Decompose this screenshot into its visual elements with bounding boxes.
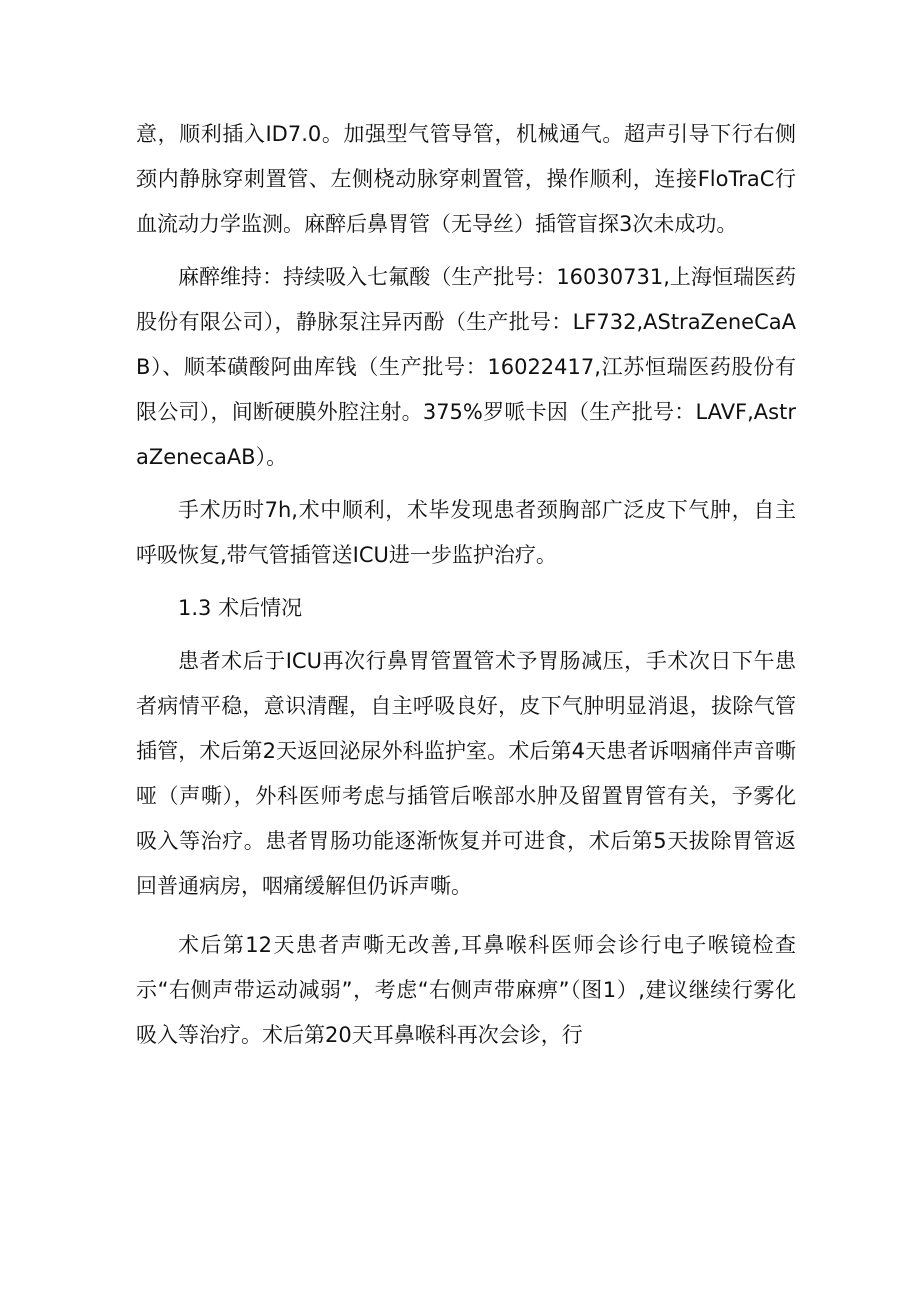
document-body <box>136 112 796 1058</box>
paragraph-anesthesia-maintenance: 麻醉维持：持续吸入七氟酸（生产批号：16030731,上海恒瑞医药股份有限公司），静脉泵注异丙酚（生产批号：LF732,AStraZeneCaAB）、顺苯磺酸阿曲库钱（生产批号：16022417,江苏恒瑞医药股份有限公司），间断硬膜外腔注射。375%罗哌卡因（生产批号：LAVF,AstraZenecaAB）。 <box>136 265 796 469</box>
paragraph-surgery-duration: 手术历时7h,术中顺利，术毕发现患者颈胸部广泛皮下气肿，自主呼吸恢复,带气管插管送ICU进一步监护治疗。 <box>136 498 796 567</box>
section-heading: 1.3 术后情况 <box>178 596 303 620</box>
paragraph-postop-course: 患者术后于ICU再次行鼻胃管置管术予胃肠减压，手术次日下午患者病情平稳，意识清醒，自主呼吸良好，皮下气肿明显消退，拔除气管插管，术后第2天返回泌尿外科监护室。术后第4天患者诉咽痛伴声音嘶哑（声嘶），外科医师考虑与插管后喉部水肿及留置胃管有关，予雾化吸入等治疗。患者胃肠功能逐渐恢复并可进食，术后第5天拔除胃管返回普通病房，咽痛缓解但仍诉声嘶。 <box>136 649 796 898</box>
paragraph-laryngoscopy: 术后第12天患者声嘶无改善,耳鼻喉科医师会诊行电子喉镜检查示“右侧声带运动减弱”，考虑“右侧声带麻痹”（图1）,建议继续行雾化吸入等治疗。术后第20天耳鼻喉科再次会诊，行 <box>136 933 796 1047</box>
paragraph-intubation: 意，顺利插入ID7.0。加强型气管导管，机械通气。超声引导下行右侧颈内静脉穿刺置管、左侧桡动脉穿刺置管，操作顺利，连接FloTraC行血流动力学监测。麻醉后鼻胃管（无导丝）插管盲探3次未成功。 <box>136 122 796 236</box>
